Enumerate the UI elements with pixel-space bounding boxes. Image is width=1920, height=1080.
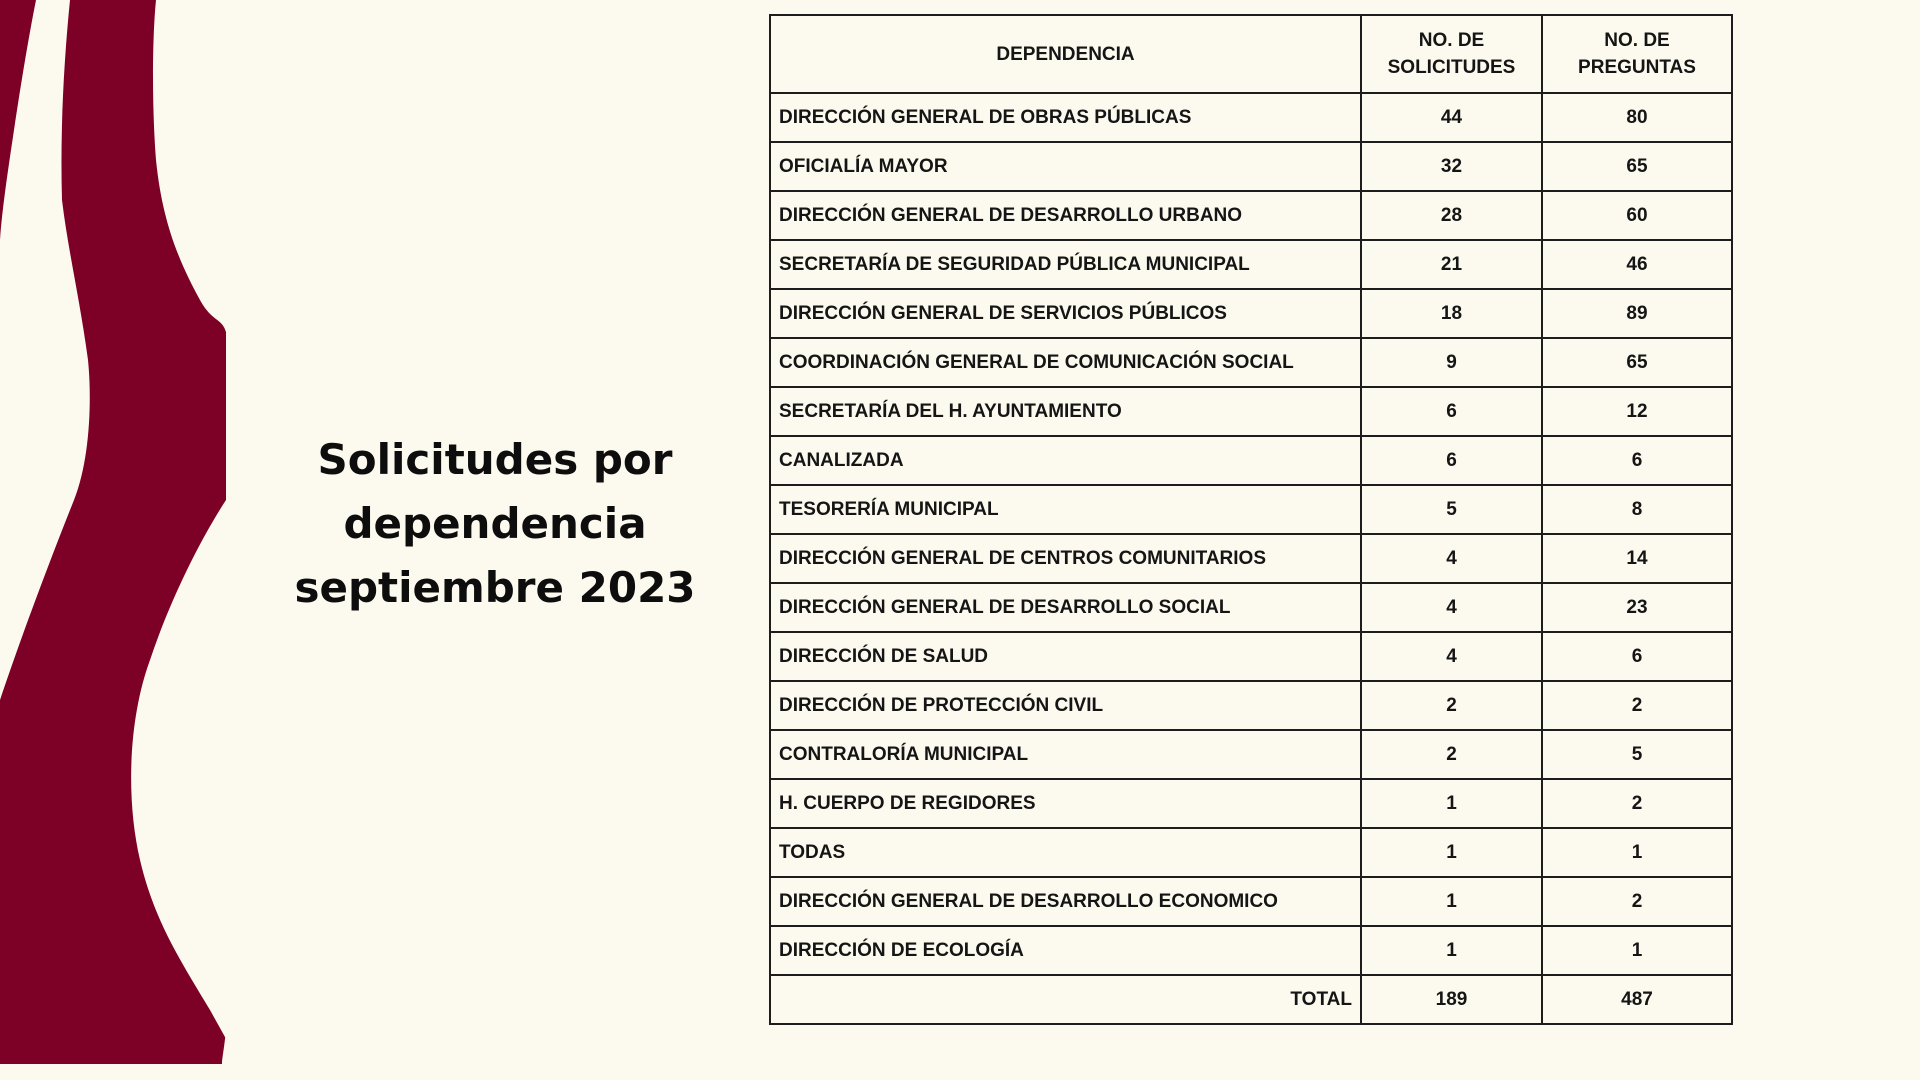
cell-dependencia: TODAS (770, 828, 1361, 877)
cell-preguntas: 46 (1542, 240, 1732, 289)
cell-solicitudes: 1 (1361, 779, 1542, 828)
cell-preguntas: 1 (1542, 926, 1732, 975)
cell-preguntas: 23 (1542, 583, 1732, 632)
cell-dependencia: DIRECCIÓN GENERAL DE DESARROLLO ECONOMICO (770, 877, 1361, 926)
table-row (770, 681, 1732, 730)
header-preguntas-line-1: NO. DE (1604, 30, 1670, 51)
cell-dependencia: DIRECCIÓN DE ECOLOGÍA (770, 926, 1361, 975)
table-row (770, 240, 1732, 289)
cell-solicitudes: 1 (1361, 926, 1542, 975)
cell-solicitudes: 4 (1361, 534, 1542, 583)
requests-by-department-table (769, 14, 1733, 1025)
slide-title-line-2: dependencia (343, 499, 647, 548)
total-solicitudes: 189 (1361, 975, 1542, 1024)
cell-dependencia: DIRECCIÓN DE SALUD (770, 632, 1361, 681)
cell-solicitudes: 2 (1361, 681, 1542, 730)
cell-solicitudes: 6 (1361, 436, 1542, 485)
slide-title (290, 428, 700, 620)
table-row (770, 534, 1732, 583)
cell-dependencia: TESORERÍA MUNICIPAL (770, 485, 1361, 534)
cell-dependencia: DIRECCIÓN GENERAL DE DESARROLLO URBANO (770, 191, 1361, 240)
table-row (770, 289, 1732, 338)
cell-preguntas: 8 (1542, 485, 1732, 534)
header-solicitudes-line-1: NO. DE (1418, 30, 1485, 51)
cell-preguntas: 60 (1542, 191, 1732, 240)
cell-dependencia: DIRECCIÓN GENERAL DE OBRAS PÚBLICAS (770, 93, 1361, 142)
cell-solicitudes: 4 (1361, 632, 1542, 681)
cell-preguntas: 14 (1542, 534, 1732, 583)
cell-preguntas: 5 (1542, 730, 1732, 779)
cell-preguntas: 80 (1542, 93, 1732, 142)
decorative-wave-shape (0, 0, 240, 1080)
cell-dependencia: SECRETARÍA DEL H. AYUNTAMIENTO (770, 387, 1361, 436)
cell-solicitudes: 28 (1361, 191, 1542, 240)
cell-solicitudes: 1 (1361, 828, 1542, 877)
slide-title-line-3: septiembre 2023 (294, 563, 696, 612)
table-row (770, 779, 1732, 828)
cell-dependencia: DIRECCIÓN GENERAL DE DESARROLLO SOCIAL (770, 583, 1361, 632)
cell-dependencia: CANALIZADA (770, 436, 1361, 485)
wave-strip-left (0, 0, 36, 240)
cell-dependencia: DIRECCIÓN DE PROTECCIÓN CIVIL (770, 681, 1361, 730)
cell-solicitudes: 44 (1361, 93, 1542, 142)
cell-preguntas: 12 (1542, 387, 1732, 436)
cell-solicitudes: 1 (1361, 877, 1542, 926)
total-preguntas: 487 (1542, 975, 1732, 1024)
header-solicitudes (1361, 15, 1542, 93)
cell-preguntas: 6 (1542, 632, 1732, 681)
cell-dependencia: H. CUERPO DE REGIDORES (770, 779, 1361, 828)
cell-preguntas: 1 (1542, 828, 1732, 877)
table-row (770, 191, 1732, 240)
cell-dependencia: COORDINACIÓN GENERAL DE COMUNICACIÓN SOCIAL (770, 338, 1361, 387)
table-row (770, 828, 1732, 877)
cell-solicitudes: 18 (1361, 289, 1542, 338)
cell-dependencia: CONTRALORÍA MUNICIPAL (770, 730, 1361, 779)
cell-preguntas: 89 (1542, 289, 1732, 338)
table-row (770, 926, 1732, 975)
table-row (770, 387, 1732, 436)
table-row (770, 142, 1732, 191)
header-preguntas (1542, 15, 1732, 93)
cell-dependencia: DIRECCIÓN GENERAL DE CENTROS COMUNITARIOS (770, 534, 1361, 583)
header-preguntas-line-2: PREGUNTAS (1578, 57, 1696, 78)
cell-solicitudes: 5 (1361, 485, 1542, 534)
cell-solicitudes: 6 (1361, 387, 1542, 436)
cell-preguntas: 2 (1542, 877, 1732, 926)
table-row (770, 436, 1732, 485)
total-label: TOTAL (770, 975, 1361, 1024)
table-row (770, 730, 1732, 779)
cell-preguntas: 65 (1542, 142, 1732, 191)
cell-solicitudes: 2 (1361, 730, 1542, 779)
cell-preguntas: 65 (1542, 338, 1732, 387)
table-row (770, 338, 1732, 387)
header-solicitudes-line-2: SOLICITUDES (1387, 57, 1516, 78)
header-dependencia: DEPENDENCIA (770, 15, 1361, 93)
slide-title-line-1: Solicitudes por (317, 435, 673, 484)
cell-solicitudes: 21 (1361, 240, 1542, 289)
cell-solicitudes: 9 (1361, 338, 1542, 387)
table-row (770, 485, 1732, 534)
table-row (770, 583, 1732, 632)
cell-dependencia: DIRECCIÓN GENERAL DE SERVICIOS PÚBLICOS (770, 289, 1361, 338)
table-total-row (770, 975, 1732, 1024)
cell-solicitudes: 32 (1361, 142, 1542, 191)
cell-dependencia: SECRETARÍA DE SEGURIDAD PÚBLICA MUNICIPAL (770, 240, 1361, 289)
cell-solicitudes: 4 (1361, 583, 1542, 632)
cell-dependencia: OFICIALÍA MAYOR (770, 142, 1361, 191)
cell-preguntas: 6 (1542, 436, 1732, 485)
table-row (770, 632, 1732, 681)
cell-preguntas: 2 (1542, 779, 1732, 828)
table-row (770, 93, 1732, 142)
table-row (770, 877, 1732, 926)
table-header-row (770, 15, 1732, 93)
cell-preguntas: 2 (1542, 681, 1732, 730)
